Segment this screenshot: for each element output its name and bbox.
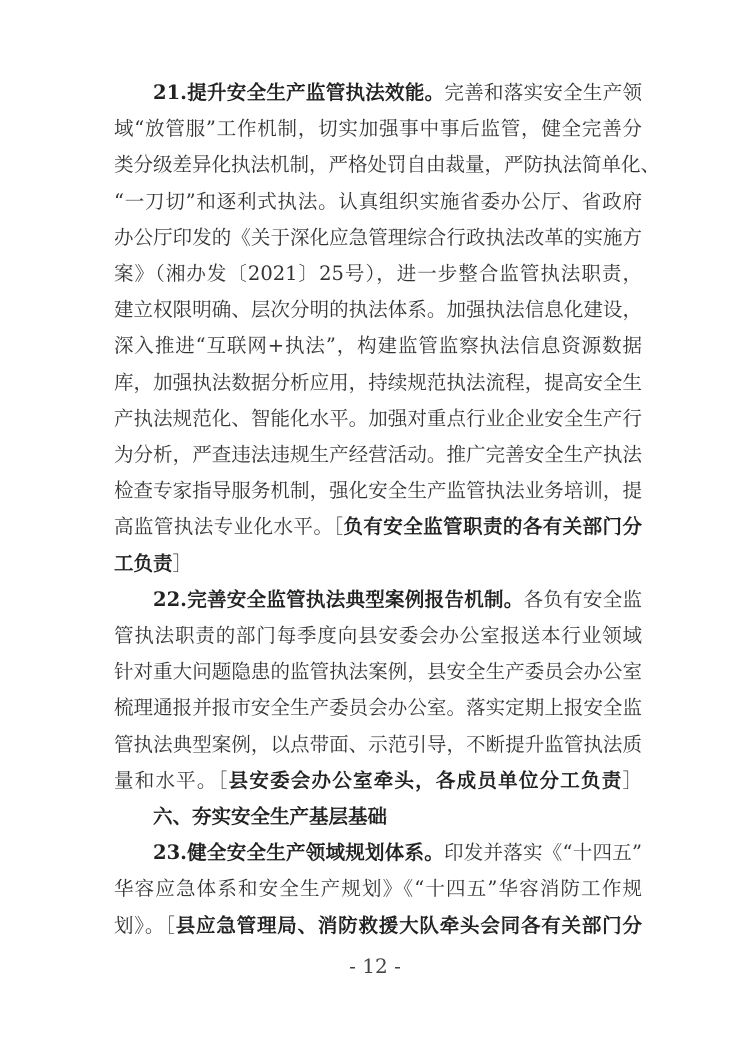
- text-line: [153, 583, 642, 617]
- body-text: 库，加强执法数据分析应用，持续规范执法流程，提高安全生: [114, 370, 642, 394]
- page-number: - 12 -: [349, 954, 401, 978]
- body-text: 案》（湘办发〔2021〕25号），进一步整合监管执法职责，: [114, 262, 642, 285]
- bold-text: 六、夯实安全生产基层基础: [153, 805, 388, 828]
- text-line: [114, 474, 642, 508]
- body-text: 针对重大问题隐患的监管执法案例，县安全生产委员会办公室: [114, 660, 642, 684]
- bold-text: 22.完善安全监管执法典型案例报告机制。: [153, 587, 524, 611]
- text-line: [114, 185, 642, 219]
- text-line: [114, 221, 642, 255]
- body-text: 类分级差异化执法机制，严格处罚自由裁量，严防执法简单化、: [114, 153, 661, 177]
- text-line: [114, 257, 642, 291]
- text-line: [114, 655, 642, 689]
- body-text: 建立权限明确、层次分明的执法体系。加强执法信息化建设，: [114, 298, 642, 322]
- text-line: [114, 329, 642, 363]
- body-text: 完善和落实安全生产领: [444, 81, 642, 104]
- text-line: [114, 909, 642, 943]
- body-text: 划》。［: [114, 913, 176, 937]
- bold-text: 负有安全监管职责的各有关部门分: [343, 515, 642, 539]
- body-text: 深入推进“互联网+执法”，构建监管监察执法信息资源数据: [114, 334, 642, 358]
- body-text: 华容应急体系和安全生产规划》《“十四五”华容消防工作规: [114, 877, 642, 901]
- text-line: [114, 691, 642, 725]
- text-line: [114, 728, 642, 762]
- body-text: 管执法职责的部门每季度向县安委会办公室报送本行业领域: [114, 624, 642, 647]
- body-text: 管执法典型案例，以点带面、示范引导，不断提升监管执法质: [114, 732, 642, 756]
- text-line: [114, 366, 642, 400]
- text-line: [114, 293, 642, 327]
- body-text: “一刀切”和逐利式执法。认真组织实施省委办公厅、省政府: [114, 189, 642, 213]
- body-text: 量和水平。［: [114, 768, 229, 792]
- body-text: 产执法规范化、智能化水平。加强对重点行业企业安全生产行: [114, 406, 642, 430]
- bold-text: 工负责: [114, 551, 173, 575]
- text-line: [114, 112, 642, 146]
- text-line: [114, 619, 642, 653]
- text-line: [153, 800, 642, 834]
- body-text: 梳理通报并报市安全生产委员会办公室。落实定期上报安全监: [114, 696, 642, 720]
- bold-text: 21.提升安全生产监管执法效能。: [153, 81, 445, 104]
- bold-text: 县应急管理局、消防救援大队牵头会同各有关部门分: [175, 913, 642, 937]
- body-text: 办公厅印发的《关于深化应急管理综合行政执法改革的实施方: [114, 225, 642, 249]
- body-text: 检查专家指导服务机制，强化安全生产监管执法业务培训，提: [114, 479, 642, 503]
- bold-text: 县安委会办公室牵头，各成员单位分工负责: [228, 768, 623, 792]
- bold-text: 23.健全安全生产领域规划体系。: [153, 841, 444, 865]
- text-line: [114, 872, 642, 906]
- text-line: [153, 836, 642, 870]
- body-text: 高监管执法专业化水平。［: [114, 515, 344, 539]
- body-text: 各负有安全监: [523, 587, 642, 611]
- text-line: [114, 510, 642, 544]
- text-line: [114, 547, 642, 581]
- body-text: 为分析，严查违法违规生产经营活动。推广完善安全生产执法: [114, 443, 642, 466]
- body-text: ］: [622, 768, 642, 792]
- text-line: [153, 76, 642, 110]
- text-line: [114, 438, 642, 472]
- body-text: 域“放管服”工作机制，切实加强事中事后监管，健全完善分: [114, 117, 642, 141]
- text-line: [114, 148, 661, 182]
- body-text: 印发并落实《“十四五”: [444, 841, 642, 865]
- text-line: [114, 764, 642, 798]
- body-text: ］: [172, 551, 193, 575]
- text-line: [114, 402, 642, 436]
